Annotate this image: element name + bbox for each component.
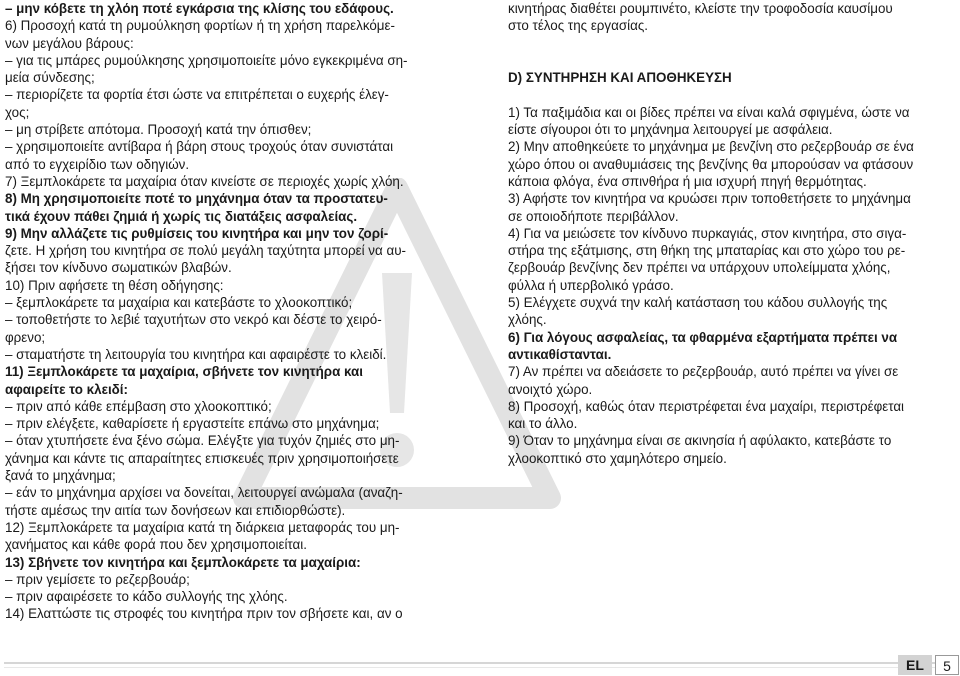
footer-divider-secondary bbox=[4, 667, 956, 668]
text-line: ζετε. Η χρήση του κινητήρα σε πολύ μεγάλη ταχύτητα μπορεί να αυ- bbox=[5, 243, 406, 259]
text-line: 13) Σβήνετε τον κινητήρα και ξεμπλοκάρετε τα μαχαίρια: bbox=[5, 554, 361, 570]
text-line: – πριν ελέγξετε, καθαρίσετε ή εργαστείτε επάνω στο μηχάνημα; bbox=[5, 416, 380, 432]
text-line: στήρα της εξάτμισης, στη θήκη της μπαταρίας και στο χώρο του ρε- bbox=[508, 243, 906, 259]
text-line: ζερβουάρ βενζίνης δεν πρέπει να υπάρχουν υπολείμματα χλόης, bbox=[508, 260, 891, 276]
text-line: χανήματος και κάθε φορά που δεν χρησιμοποιείται. bbox=[5, 537, 307, 553]
footer-divider bbox=[4, 662, 956, 664]
text-line: 2) Μην αποθηκεύετε το μηχάνημα με βενζίνη στο ρεζερβουάρ σε ένα bbox=[508, 139, 914, 155]
text-line: 12) Ξεμπλοκάρετε τα μαχαίρια κατά τη διάρκεια μεταφοράς του μη- bbox=[5, 519, 400, 535]
text-line: – πριν γεμίσετε το ρεζερβουάρ; bbox=[5, 571, 190, 587]
text-line: 1) Τα παξιμάδια και οι βίδες πρέπει να είναι καλά σφιγμένα, ώστε να bbox=[508, 104, 910, 120]
right-column bbox=[508, 0, 956, 467]
language-badge: EL bbox=[898, 655, 932, 675]
text-line: – ξεμπλοκάρετε τα μαχαίρια και κατεβάστε το χλοοκοπτικό; bbox=[5, 295, 353, 311]
text-line: 6) Για λόγους ασφαλείας, τα φθαρμένα εξαρτήματα πρέπει να bbox=[508, 329, 898, 345]
text-line: 7) Αν πρέπει να αδειάσετε το ρεζερβουάρ, αυτό πρέπει να γίνει σε bbox=[508, 364, 899, 380]
text-line: 4) Για να μειώσετε τον κίνδυνο πυρκαγιάς, στον κινητήρα, στο σιγα- bbox=[508, 225, 907, 241]
text-line: κάποια φλόγα, ένα σπινθήρα ή μια ισχυρή πηγή θερμότητας. bbox=[508, 173, 867, 189]
text-line: 10) Πριν αφήσετε τη θέση οδήγησης: bbox=[5, 277, 224, 293]
text-line: 8) Μη χρησιμοποιείτε ποτέ το μηχάνημα όταν τα προστατευ- bbox=[5, 191, 388, 207]
text-line: – όταν χτυπήσετε ένα ξένο σώμα. Ελέγξτε για τυχόν ζημιές στο μη- bbox=[5, 433, 400, 449]
text-line: ξήσει τον κίνδυνο σωματικών βλαβών. bbox=[5, 260, 232, 276]
text-line: χλοοκοπτικό στο χαμηλότερο σημείο. bbox=[508, 450, 727, 466]
text-line: τήστε αμέσως την αιτία των δονήσεων και επιδιορθώστε). bbox=[5, 502, 346, 518]
page-number: 5 bbox=[935, 655, 959, 675]
maintenance-list bbox=[508, 104, 956, 467]
text-line: 6) Προσοχή κατά τη ρυμούλκηση φορτίων ή τη χρήση παρελκόμε- bbox=[5, 18, 395, 34]
text-line: είστε σίγουροι ότι το μηχάνημα λειτουργεί με ασφάλεια. bbox=[508, 122, 833, 138]
text-line: χλόης. bbox=[508, 312, 547, 328]
text-line: 7) Ξεμπλοκάρετε τα μαχαίρια όταν κινείστε σε περιοχές χωρίς χλόη. bbox=[5, 173, 404, 189]
text-line: – χρησιμοποιείτε αντίβαρα ή βάρη στους τροχούς όταν συνιστάται bbox=[5, 139, 394, 155]
text-line: 3) Αφήστε τον κινητήρα να κρυώσει πριν τοποθετήσετε το μηχάνημα bbox=[508, 191, 911, 207]
text-line: – μη στρίβετε απότομα. Προσοχή κατά την όπισθεν; bbox=[5, 122, 312, 138]
text-line: σε οποιοδήποτε περιβάλλον. bbox=[508, 208, 679, 224]
text-line: – για τις μπάρες ρυμούλκησης χρησιμοποιείτε μόνο εγκεκριμένα ση- bbox=[5, 52, 408, 68]
text-line: – μην κόβετε τη χλόη ποτέ εγκάρσια της κλίσης του εδάφους. bbox=[5, 1, 394, 16]
text-line: αντικαθίστανται. bbox=[508, 346, 612, 362]
text-line: φύλλα ή υπερβολικό γράσο. bbox=[508, 277, 674, 293]
text-line: τικά έχουν πάθει ζημιά ή χωρίς τις διατάξεις ασφαλείας. bbox=[5, 208, 358, 224]
text-line: χάνημα και κάντε τις απαραίτητες επισκευές πριν χρησιμοποιήσετε bbox=[5, 450, 399, 466]
text-line: μεία σύνδεσης; bbox=[5, 70, 95, 86]
text-line: – σταματήστε τη λειτουργία του κινητήρα και αφαιρέστε το κλειδί. bbox=[5, 346, 387, 362]
text-line: 14) Ελαττώστε τις στροφές του κινητήρα πριν τον σβήσετε και, αν ο bbox=[5, 606, 403, 622]
text-line: 8) Προσοχή, καθώς όταν περιστρέφεται ένα μαχαίρι, περιστρέφεται bbox=[508, 398, 905, 414]
text-line: χος; bbox=[5, 104, 30, 120]
section-heading: D) ΣΥΝΤΗΡΗΣΗ ΚΑΙ ΑΠΟΘΗΚΕΥΣΗ bbox=[508, 70, 732, 86]
text-line: 9) Μην αλλάζετε τις ρυθμίσεις του κινητήρα και μην τον ζορί- bbox=[5, 225, 389, 241]
text-line: – τοποθετήστε το λεβιέ ταχυτήτων στο νεκρό και δέστε το χειρό- bbox=[5, 312, 382, 328]
text-line: και το άλλο. bbox=[508, 416, 578, 432]
text-line: κινητήρας διαθέτει ρουμπινέτο, κλείστε την τροφοδοσία καυσίμου bbox=[508, 1, 893, 16]
text-line: 11) Ξεμπλοκάρετε τα μαχαίρια, σβήνετε τον κινητήρα και bbox=[5, 364, 363, 380]
text-line: 9) Όταν το μηχάνημα είναι σε ακινησία ή αφύλακτο, κατεβάστε το bbox=[508, 433, 892, 449]
text-line: νων μεγάλου βάρους: bbox=[5, 35, 134, 51]
text-line: 5) Ελέγχετε συχνά την καλή κατάσταση του κάδου συλλογής της bbox=[508, 295, 888, 311]
text-line: φρενο; bbox=[5, 329, 46, 345]
text-line: ανοιχτό χώρο. bbox=[508, 381, 593, 397]
text-line: στο τέλος της εργασίας. bbox=[508, 18, 648, 34]
text-line: – πριν από κάθε επέμβαση στο χλοοκοπτικό; bbox=[5, 398, 272, 414]
left-column bbox=[5, 0, 451, 623]
text-line: αφαιρείτε το κλειδί: bbox=[5, 381, 128, 397]
text-line: από το εγχειρίδιο των οδηγιών. bbox=[5, 156, 190, 172]
text-line: – περιορίζετε τα φορτία έτσι ώστε να επιτρέπεται ο ευχερής έλεγ- bbox=[5, 87, 389, 103]
text-line: – πριν αφαιρέσετε το κάδο συλλογής της χλόης. bbox=[5, 589, 288, 605]
text-line: ξανά το μηχάνημα; bbox=[5, 468, 116, 484]
text-line: – εάν το μηχάνημα αρχίσει να δονείται, λειτουργεί ανώμαλα (αναζη- bbox=[5, 485, 403, 501]
right-column-continuation bbox=[508, 0, 956, 35]
text-line: χώρο όπου οι αναθυμιάσεις της βενζίνης θα μπορούσαν να φτάσουν bbox=[508, 156, 914, 172]
